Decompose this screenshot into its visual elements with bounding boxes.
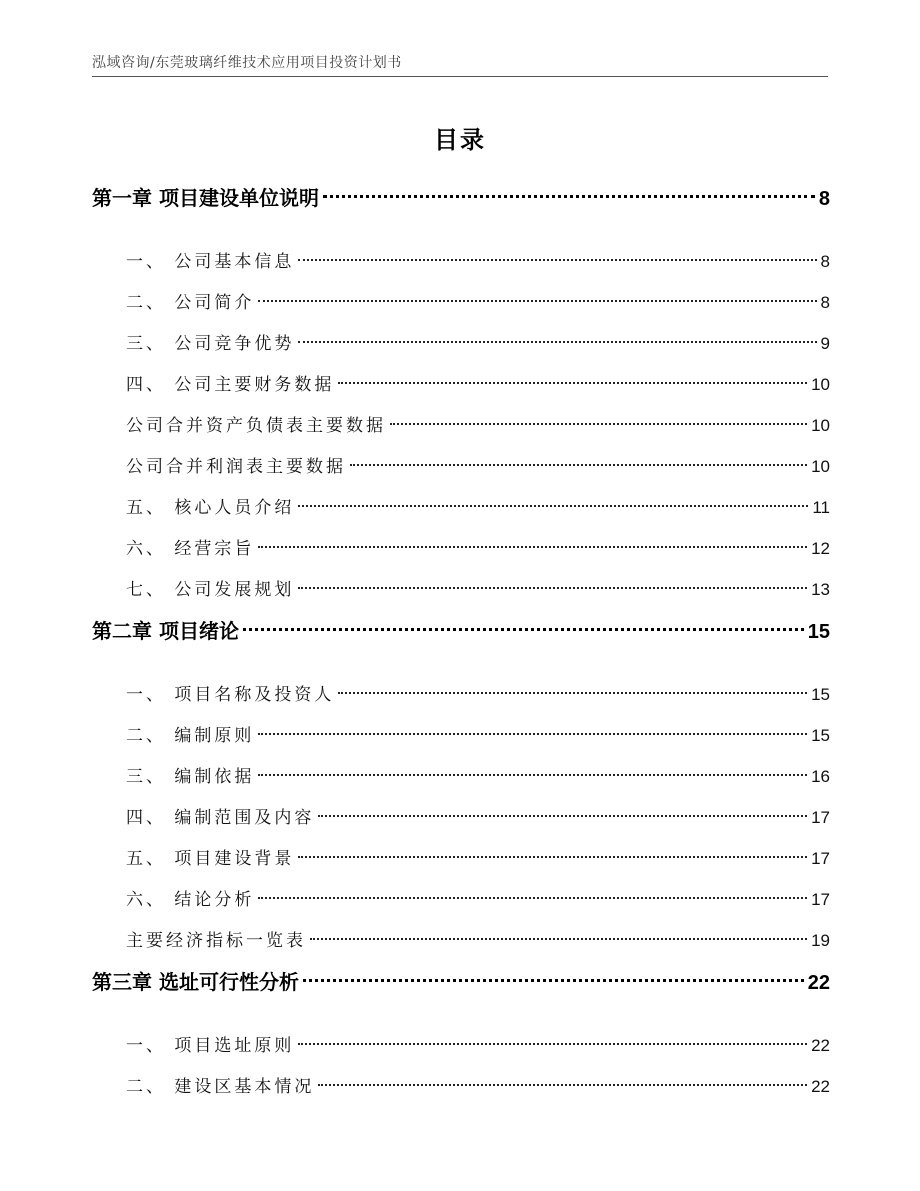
toc-entry-label: 七、 公司发展规划 [126, 580, 295, 600]
toc-section[interactable] [92, 364, 830, 405]
toc-page-number: 13 [811, 580, 830, 599]
toc-page-number: 22 [811, 1036, 830, 1055]
dot-leader [338, 382, 807, 384]
running-header: 泓域咨询/东莞玻璃纤维技术应用项目投资计划书 [92, 55, 402, 71]
toc-entry-label: 三、 公司竞争优势 [126, 334, 295, 354]
toc-page-number: 17 [811, 808, 830, 827]
dot-leader [298, 505, 808, 507]
table-of-contents [92, 177, 830, 1107]
dot-leader [298, 341, 816, 343]
toc-chapter-2[interactable] [92, 610, 830, 664]
toc-page-number: 11 [812, 498, 830, 517]
toc-section[interactable] [92, 1066, 830, 1107]
dot-leader [258, 546, 807, 548]
toc-section[interactable] [92, 674, 830, 715]
dot-leader [258, 300, 816, 302]
toc-entry-label: 一、 项目名称及投资人 [126, 685, 335, 705]
toc-page-number: 15 [807, 621, 830, 643]
toc-entry-label: 二、 公司简介 [126, 293, 255, 313]
toc-entry-label: 四、 编制范围及内容 [126, 808, 315, 828]
toc-page-number: 8 [820, 252, 830, 271]
toc-entry-label: 六、 经营宗旨 [126, 539, 255, 559]
toc-section[interactable] [92, 797, 830, 838]
toc-page-number: 10 [811, 375, 830, 394]
toc-page-number: 19 [811, 931, 830, 950]
toc-page-number: 16 [811, 767, 830, 786]
toc-entry-label: 第三章 选址可行性分析 [92, 970, 299, 994]
toc-section[interactable] [92, 487, 830, 528]
toc-page-number: 8 [818, 188, 830, 210]
toc-entry-label: 四、 公司主要财务数据 [126, 375, 335, 395]
dot-leader [298, 856, 807, 858]
toc-entry-label: 公司合并利润表主要数据 [126, 457, 346, 477]
dot-leader [323, 195, 815, 198]
toc-entry-label: 第二章 项目绪论 [92, 619, 239, 643]
toc-entry-label: 五、 项目建设背景 [126, 849, 295, 869]
dot-leader [338, 692, 807, 694]
toc-section[interactable] [92, 446, 830, 487]
toc-section[interactable] [92, 323, 830, 364]
toc-section[interactable] [92, 715, 830, 756]
toc-page-number: 8 [820, 293, 830, 312]
toc-section[interactable] [92, 569, 830, 610]
toc-page-number: 22 [807, 972, 830, 994]
toc-page-number: 12 [811, 539, 830, 558]
toc-entry-label: 第一章 项目建设单位说明 [92, 186, 319, 210]
dot-leader [298, 1043, 807, 1045]
toc-section[interactable] [92, 282, 830, 323]
dot-leader [318, 815, 807, 817]
toc-chapter-1[interactable] [92, 177, 830, 231]
dot-leader [350, 464, 807, 466]
toc-page-number: 15 [811, 726, 830, 745]
toc-section[interactable] [92, 879, 830, 920]
toc-page-number: 17 [811, 890, 830, 909]
toc-entry-label: 二、 编制原则 [126, 726, 255, 746]
dot-leader [298, 259, 816, 261]
toc-page-number: 15 [811, 685, 830, 704]
dot-leader [258, 897, 807, 899]
toc-page-number: 10 [811, 457, 830, 476]
toc-page-number: 10 [811, 416, 830, 435]
toc-entry-label: 公司合并资产负债表主要数据 [126, 416, 386, 436]
toc-section[interactable] [92, 405, 830, 446]
toc-entry-label: 一、 公司基本信息 [126, 252, 295, 272]
toc-section[interactable] [92, 756, 830, 797]
toc-section[interactable] [92, 241, 830, 282]
header-divider [92, 76, 828, 77]
dot-leader [298, 587, 807, 589]
toc-section[interactable] [92, 1025, 830, 1066]
toc-section[interactable] [92, 920, 830, 961]
toc-entry-label: 六、 结论分析 [126, 890, 255, 910]
toc-page-number: 9 [820, 334, 830, 353]
toc-title: 目录 [434, 126, 486, 154]
dot-leader [243, 628, 804, 631]
toc-entry-label: 一、 项目选址原则 [126, 1036, 295, 1056]
toc-section[interactable] [92, 838, 830, 879]
dot-leader [310, 938, 807, 940]
dot-leader [318, 1084, 807, 1086]
toc-entry-label: 主要经济指标一览表 [126, 931, 306, 951]
toc-entry-label: 五、 核心人员介绍 [126, 498, 295, 518]
toc-section[interactable] [92, 528, 830, 569]
dot-leader [390, 423, 807, 425]
dot-leader [258, 774, 807, 776]
toc-page-number: 22 [811, 1077, 830, 1096]
toc-page-number: 17 [811, 849, 830, 868]
dot-leader [303, 979, 804, 982]
toc-entry-label: 三、 编制依据 [126, 767, 255, 787]
toc-chapter-3[interactable] [92, 961, 830, 1015]
toc-entry-label: 二、 建设区基本情况 [126, 1077, 315, 1097]
dot-leader [258, 733, 807, 735]
